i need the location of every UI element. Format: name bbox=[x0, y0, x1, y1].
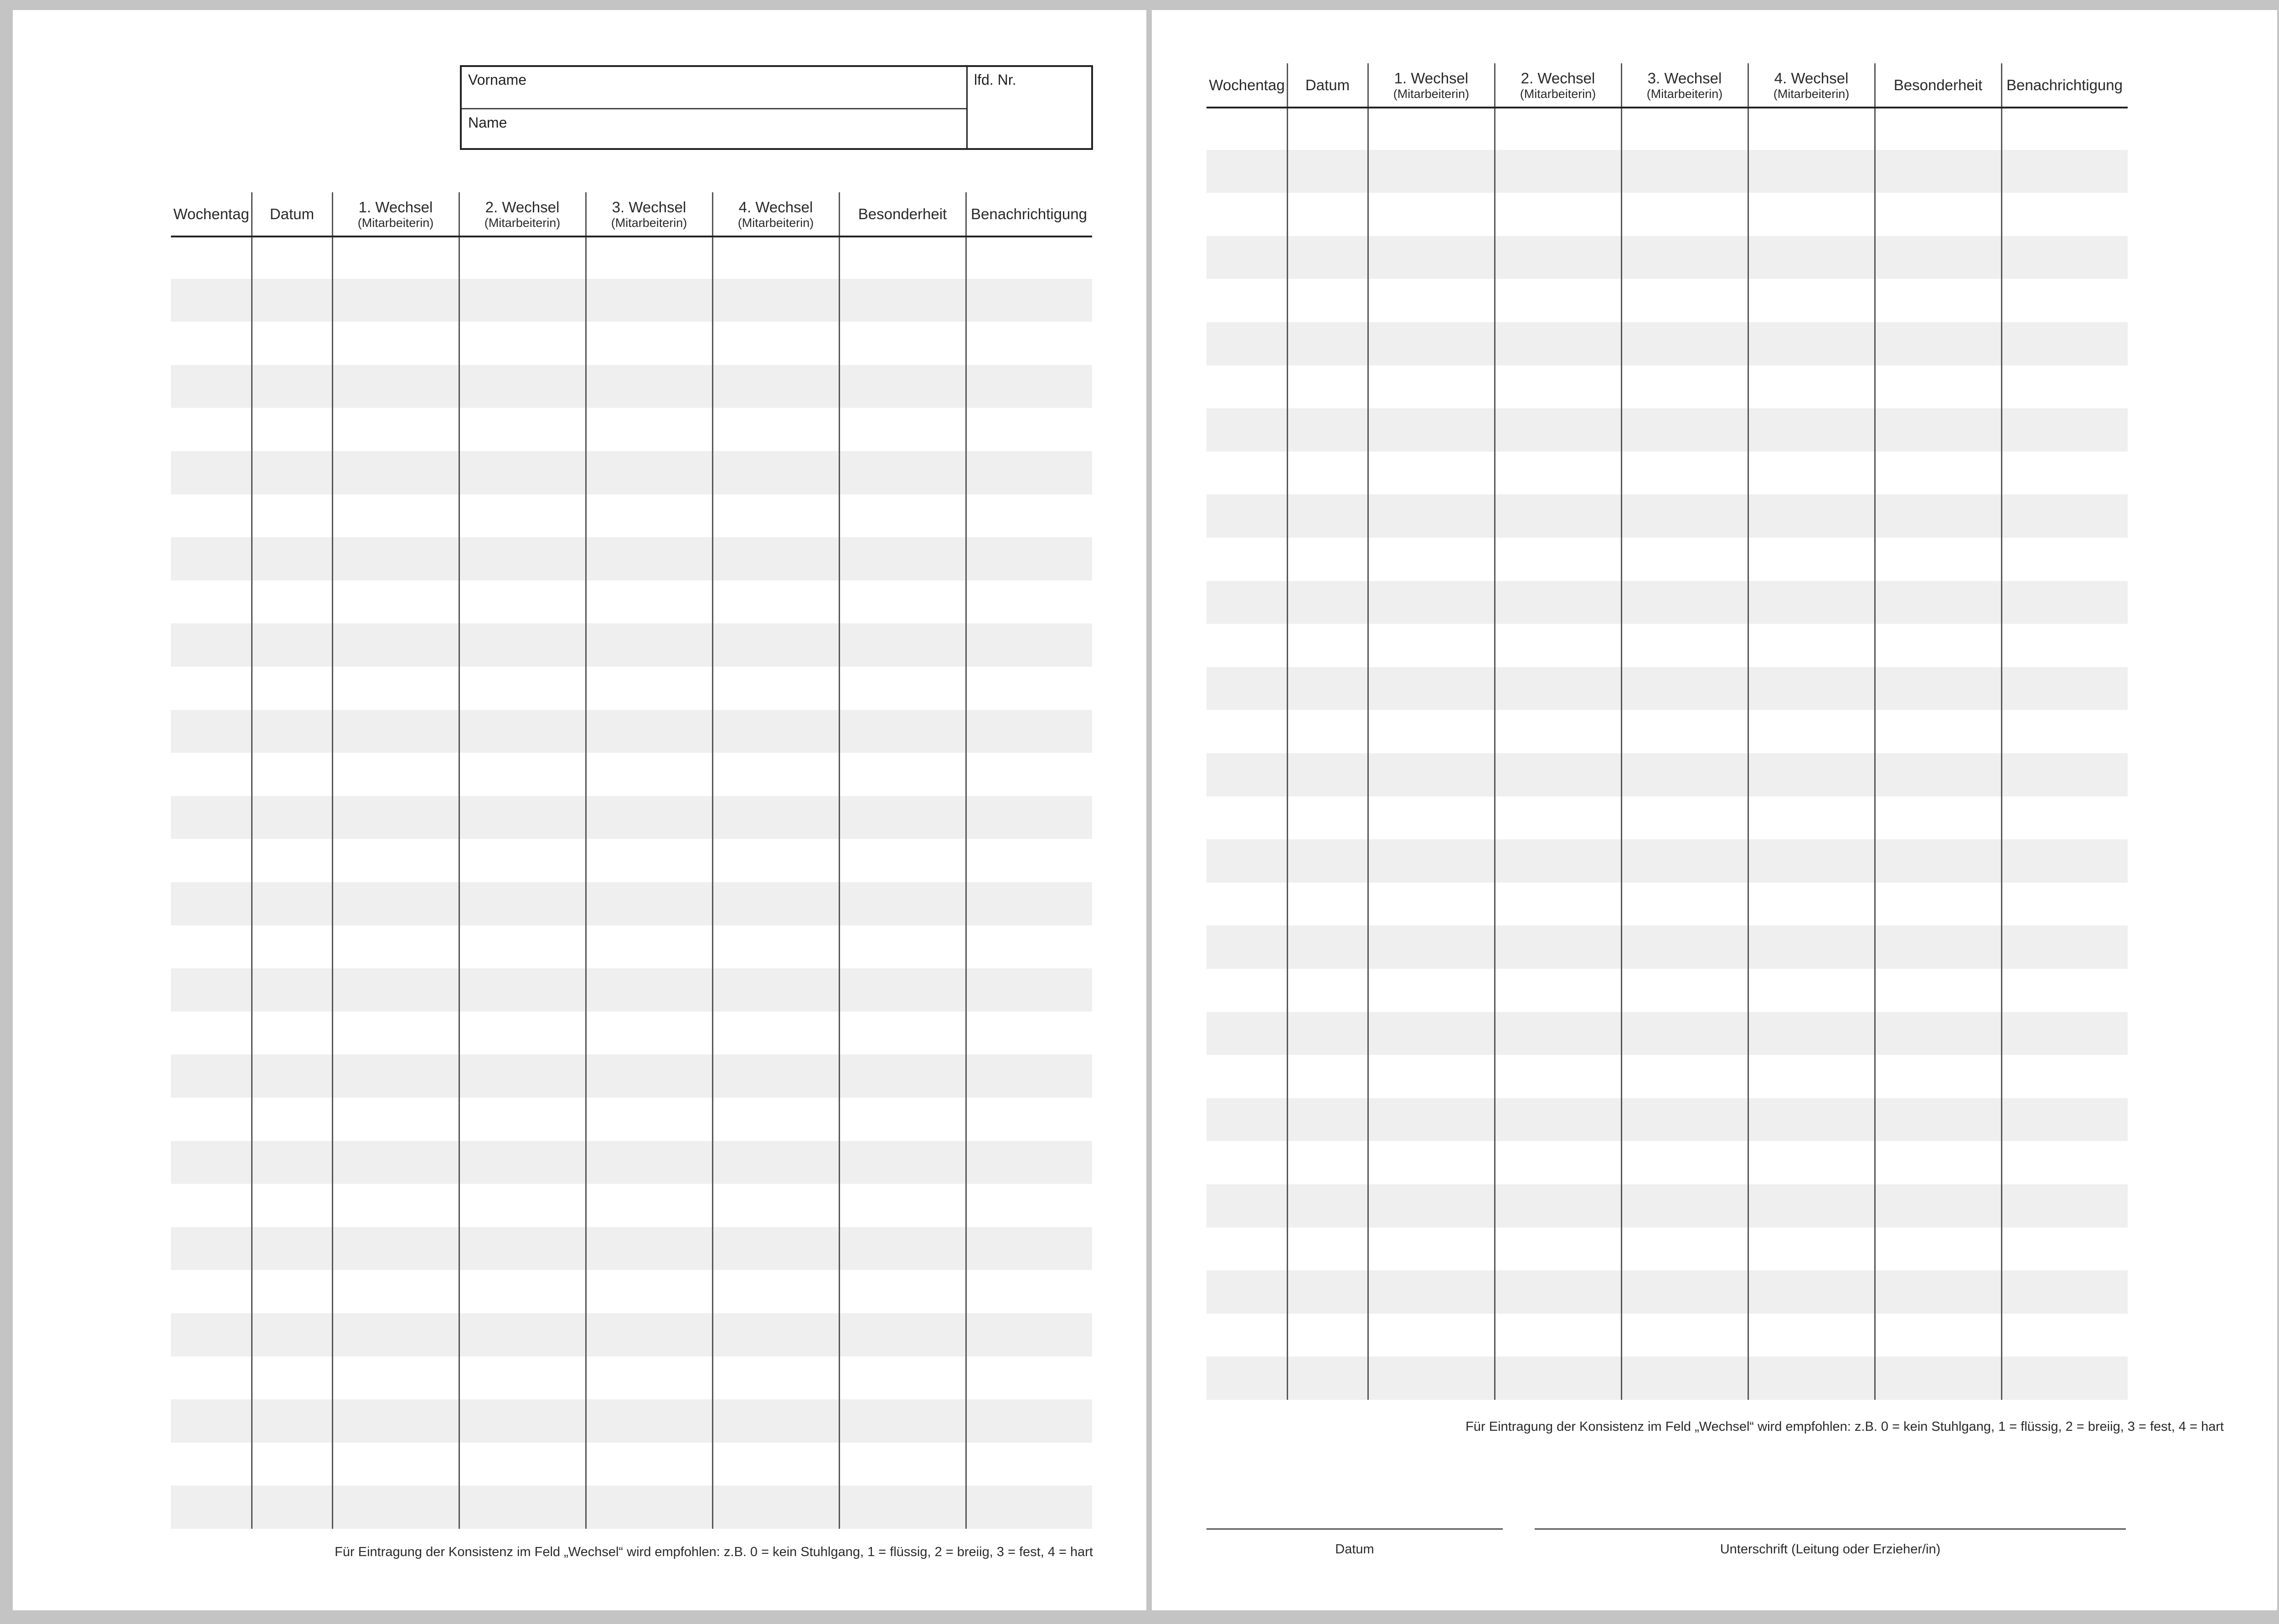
table-row-stripe bbox=[1207, 925, 2128, 969]
table-row-stripe bbox=[171, 451, 1092, 494]
column-header bbox=[586, 192, 712, 236]
form-page-left bbox=[13, 10, 1146, 1610]
column-header-title: Datum bbox=[1305, 76, 1350, 93]
table-row-stripe bbox=[1207, 753, 2128, 797]
header-underline bbox=[171, 236, 1092, 237]
column-divider bbox=[1494, 63, 1495, 1400]
table-row-stripe bbox=[171, 623, 1092, 667]
column-header bbox=[839, 192, 966, 236]
signature-label: Unterschrift (Leitung oder Erzieher/in) bbox=[1720, 1542, 1941, 1557]
table-row-stripe bbox=[171, 882, 1092, 925]
table-row-stripe bbox=[1207, 1098, 2128, 1141]
column-divider bbox=[2001, 63, 2002, 1400]
table-row-stripe bbox=[171, 279, 1092, 322]
column-header-title: Wochentag bbox=[1209, 76, 1285, 93]
column-divider bbox=[839, 192, 840, 1529]
column-header-title: 3. Wechsel bbox=[1647, 69, 1722, 87]
column-header bbox=[966, 192, 1092, 236]
column-divider bbox=[332, 192, 333, 1529]
table-row-stripe bbox=[171, 796, 1092, 839]
table-row-stripe bbox=[1207, 236, 2128, 279]
column-header bbox=[252, 192, 332, 236]
table-row-stripe bbox=[171, 365, 1092, 408]
footnote-right: Für Eintragung der Konsistenz im Feld „Wechsel“ wird empfohlen: z.B. 0 = kein Stuhlgang, 1 = flüssig, 2 = breiig, 3 = fest, 4 = hart bbox=[1465, 1419, 2224, 1434]
table-row-stripe bbox=[1207, 150, 2128, 193]
column-header bbox=[1368, 63, 1495, 107]
column-header-title: Datum bbox=[269, 205, 315, 222]
name-field-label: Name bbox=[468, 114, 507, 131]
table-row-stripe bbox=[171, 1054, 1092, 1098]
column-header-title: 2. Wechsel bbox=[485, 198, 560, 216]
column-header-title: 4. Wechsel bbox=[738, 198, 813, 216]
column-divider bbox=[712, 192, 713, 1529]
column-header-title: Benachrichtigung bbox=[2006, 76, 2123, 93]
column-header bbox=[1748, 63, 1875, 107]
table-row-stripe bbox=[1207, 1270, 2128, 1314]
column-header-subtitle: (Mitarbeiterin) bbox=[357, 216, 434, 230]
column-divider bbox=[1874, 63, 1876, 1400]
column-header-subtitle: (Mitarbeiterin) bbox=[1520, 87, 1596, 101]
column-divider bbox=[459, 192, 460, 1529]
vorname-field-label: Vorname bbox=[468, 72, 527, 88]
table-row-stripe bbox=[171, 1227, 1092, 1270]
table-row-stripe bbox=[1207, 494, 2128, 538]
column-header bbox=[1495, 63, 1621, 107]
column-header bbox=[712, 192, 839, 236]
column-divider bbox=[965, 192, 967, 1529]
table-row-stripe bbox=[1207, 581, 2128, 624]
column-header-title: 1. Wechsel bbox=[1394, 69, 1469, 87]
header-underline bbox=[1207, 107, 2128, 108]
footnote-left: Für Eintragung der Konsistenz im Feld „Wechsel“ wird empfohlen: z.B. 0 = kein Stuhlgang, 1 = flüssig, 2 = breiig, 3 = fest, 4 = hart bbox=[335, 1545, 1093, 1559]
column-divider bbox=[1287, 63, 1288, 1400]
column-header-title: Wochentag bbox=[173, 205, 249, 222]
column-header bbox=[1287, 63, 1368, 107]
table-row-stripe bbox=[171, 968, 1092, 1012]
column-divider bbox=[585, 192, 587, 1529]
column-header bbox=[1875, 63, 2001, 107]
column-header-title: 4. Wechsel bbox=[1774, 69, 1849, 87]
column-divider bbox=[1748, 63, 1749, 1400]
column-header-subtitle: (Mitarbeiterin) bbox=[737, 216, 814, 230]
column-header-subtitle: (Mitarbeiterin) bbox=[611, 216, 687, 230]
table-row-stripe bbox=[171, 1141, 1092, 1184]
table-row-stripe bbox=[1207, 1184, 2128, 1228]
table-row-stripe bbox=[171, 710, 1092, 753]
column-header bbox=[2001, 63, 2128, 107]
date-signature-line bbox=[1207, 1528, 1503, 1530]
form-page-right bbox=[1152, 10, 2277, 1610]
table-row-stripe bbox=[171, 1313, 1092, 1357]
column-divider bbox=[251, 192, 253, 1529]
log-table-left bbox=[171, 192, 1092, 1529]
column-header-title: 1. Wechsel bbox=[358, 198, 433, 216]
column-header-title: Benachrichtigung bbox=[970, 205, 1087, 222]
column-header-title: 2. Wechsel bbox=[1521, 69, 1595, 87]
column-header-title: Besonderheit bbox=[1893, 76, 1983, 93]
column-header-subtitle: (Mitarbeiterin) bbox=[484, 216, 561, 230]
table-row-stripe bbox=[171, 537, 1092, 581]
column-divider bbox=[1367, 63, 1369, 1400]
column-header-title: Besonderheit bbox=[858, 205, 947, 222]
table-row-stripe bbox=[171, 1399, 1092, 1443]
signature-line bbox=[1535, 1528, 2126, 1530]
name-header-box bbox=[460, 65, 1093, 150]
table-row-stripe bbox=[1207, 839, 2128, 883]
column-header-subtitle: (Mitarbeiterin) bbox=[1773, 87, 1850, 101]
column-header-subtitle: (Mitarbeiterin) bbox=[1646, 87, 1723, 101]
column-header bbox=[171, 192, 252, 236]
table-row-stripe bbox=[171, 1485, 1092, 1529]
column-header bbox=[1621, 63, 1748, 107]
table-row-stripe bbox=[1207, 1357, 2128, 1400]
table-row-stripe bbox=[1207, 408, 2128, 452]
lfd-nr-field-label: lfd. Nr. bbox=[974, 72, 1016, 88]
column-divider bbox=[1621, 63, 1622, 1400]
column-header-subtitle: (Mitarbeiterin) bbox=[1393, 87, 1469, 101]
column-header bbox=[332, 192, 459, 236]
log-table-right bbox=[1207, 63, 2128, 1400]
column-header bbox=[1207, 63, 1287, 107]
table-row-stripe bbox=[1207, 322, 2128, 365]
table-row-stripe bbox=[1207, 667, 2128, 710]
table-row-stripe bbox=[1207, 1012, 2128, 1055]
column-header-title: 3. Wechsel bbox=[612, 198, 686, 216]
date-signature-label: Datum bbox=[1335, 1542, 1374, 1557]
column-header bbox=[459, 192, 586, 236]
